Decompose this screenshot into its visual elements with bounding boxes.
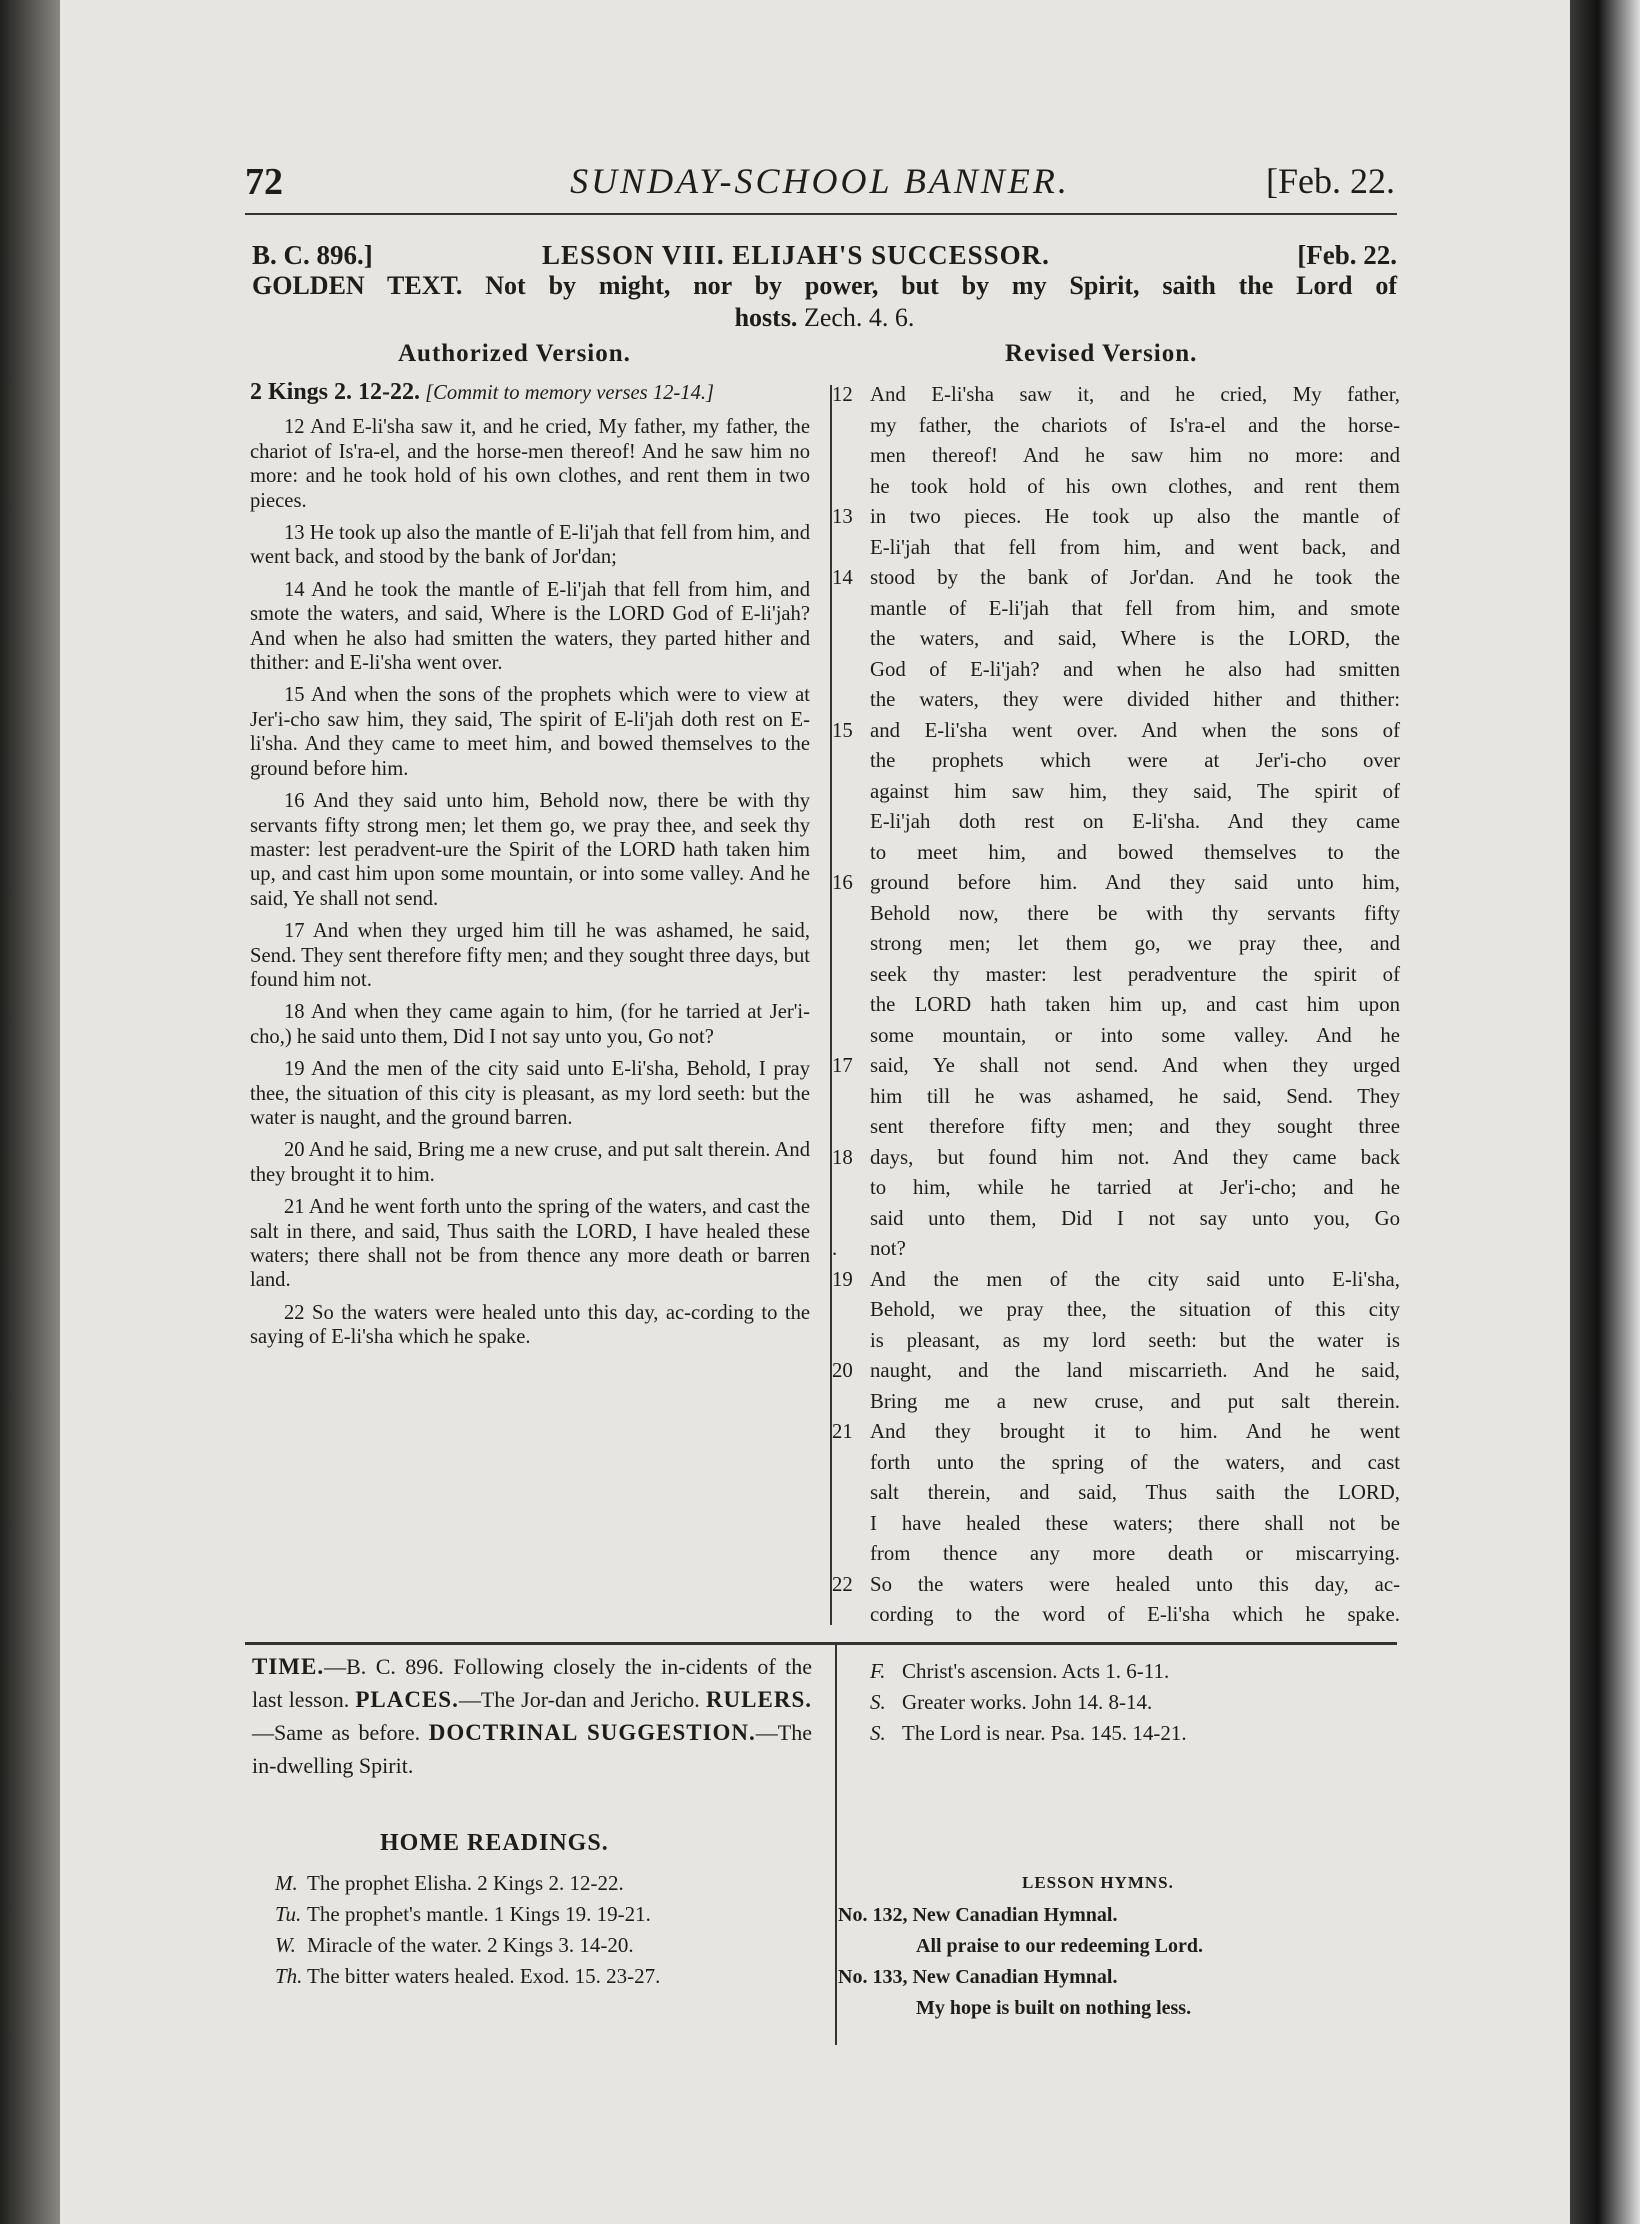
home-readings-list: [275, 1868, 660, 1992]
line-text: said, Ye shall not send. And when they urged: [870, 1054, 1400, 1077]
revised-line: [832, 380, 1400, 411]
verse-number: .: [832, 1237, 838, 1260]
verse-number: 21: [832, 1420, 853, 1443]
reading-item: [870, 1718, 1187, 1749]
line-text: is pleasant, as my lord seeth: but the water is: [870, 1328, 1400, 1352]
line-text: mantle of E-li'jah that fell from him, and smote: [870, 596, 1400, 620]
line-text: from thence any more death or miscarrying.: [870, 1542, 1400, 1565]
line-text: he took hold of his own clothes, and rent them: [870, 474, 1400, 498]
rulers-text: —Same as before.: [252, 1720, 421, 1745]
lesson-heading: [252, 240, 1397, 274]
verse: 15 And when the sons of the prophets which were to view at Jer'i-cho saw him, they said, The spirit of E-li'jah doth rest on E-li'sha. And they came to meet him, and bowed themselves to the ground before him.: [250, 684, 810, 780]
line-text: the waters, and said, Where is the LORD, the: [870, 627, 1400, 650]
line-text: salt therein, and said, Thus saith the LORD,: [870, 1481, 1400, 1504]
line-text: Bring me a new cruse, and put salt therein.: [870, 1389, 1400, 1413]
line-text: And the men of the city said unto E-li'sha,: [870, 1267, 1400, 1291]
revised-line: [870, 1478, 1400, 1509]
line-text: some mountain, or into some valley. And he: [870, 1023, 1400, 1047]
revised-line: [870, 1509, 1400, 1540]
revised-line: [870, 685, 1400, 716]
running-header: [245, 160, 1395, 206]
revised-line: [870, 899, 1400, 930]
revised-line: [870, 1112, 1400, 1143]
revised-line: [870, 929, 1400, 960]
lesson-year: B. C. 896.]: [252, 240, 373, 270]
line-text: naught, and the land miscarrieth. And he said,: [870, 1359, 1400, 1382]
reading-item: [275, 1868, 660, 1899]
revised-line: [832, 1265, 1400, 1296]
line-text: And E-li'sha saw it, and he cried, My father,: [870, 383, 1400, 406]
line-text: not?: [870, 1237, 906, 1260]
line-text: in two pieces. He took up also the mantle of: [870, 505, 1400, 528]
golden-text: [252, 270, 1397, 334]
line-text: Behold now, there be with thy servants fifty: [870, 901, 1400, 925]
hymn-number: No. 132, New Canadian Hymnal.: [838, 1904, 1118, 1926]
places-text: —The Jor-dan and Jericho.: [458, 1687, 700, 1712]
line-text: against him saw him, they said, The spirit of: [870, 779, 1400, 803]
revised-line: [832, 1356, 1400, 1387]
lesson-notes: [252, 1650, 812, 1782]
revised-line: [870, 1326, 1400, 1357]
revised-line: [832, 1417, 1400, 1448]
reading-item: [275, 1961, 660, 1992]
revised-line: [870, 960, 1400, 991]
revised-line: [832, 502, 1400, 533]
verse-number: 17: [832, 1054, 853, 1077]
revised-line: [832, 563, 1400, 594]
revised-line: [832, 716, 1400, 747]
memory-note: [Commit to memory verses 12-14.]: [425, 382, 715, 404]
reading-text: Christ's ascension. Acts 1. 6-11.: [902, 1659, 1170, 1683]
header-date: [Feb. 22.: [1266, 161, 1395, 201]
line-text: ground before him. And they said unto him,: [870, 871, 1400, 894]
golden-text-line2: [252, 302, 1397, 334]
line-text: I have healed these waters; there shall not be: [870, 1511, 1400, 1535]
time-label: TIME.: [252, 1654, 325, 1679]
revised-line: [832, 1051, 1400, 1082]
verse-number: 19: [832, 1267, 853, 1291]
line-text: him till he was ashamed, he said, Send. They: [870, 1084, 1400, 1108]
reading-day: Th.: [275, 1964, 303, 1988]
reading-item: [275, 1930, 660, 1961]
verse: 19 And the men of the city said unto E-li'sha, Behold, I pray thee, the situation of this city is pleasant, as my lord seeth: but the water is naught, and the ground barren.: [250, 1058, 810, 1129]
reading-item: [275, 1899, 660, 1930]
verse: 13 He took up also the mantle of E-li'jah that fell from him, and went back, and stood by the bank of Jor'dan;: [250, 522, 810, 569]
line-text: to him, while he tarried at Jer'i-cho; and he: [870, 1176, 1400, 1199]
revised-line: [832, 868, 1400, 899]
bottom-rule: [245, 1642, 1397, 1645]
revised-line: [870, 1539, 1400, 1570]
line-text: men thereof! And he saw him no more: and: [870, 444, 1400, 467]
magazine-title: SUNDAY-SCHOOL BANNER.: [570, 161, 1070, 201]
line-text: seek thy master: lest peradventure the spirit of: [870, 962, 1400, 986]
verse-number: 22: [832, 1572, 853, 1596]
time-text: —B. C. 896. Following closely the in-cidents of the last lesson.: [252, 1654, 812, 1712]
line-text: Behold, we pray thee, the situation of this city: [870, 1298, 1400, 1321]
reading-day: S.: [870, 1690, 886, 1714]
golden-text-line1: GOLDEN TEXT. Not by might, nor by power, but by my Spirit, saith the Lord of: [252, 271, 1397, 300]
line-text: cording to the word of E-li'sha which he spake.: [870, 1603, 1400, 1626]
revised-line: [870, 1173, 1400, 1204]
revised-line: [870, 838, 1400, 869]
line-text: sent therefore fifty men; and they sought three: [870, 1115, 1400, 1138]
hymn-title: All praise to our redeeming Lord.: [916, 1935, 1204, 1957]
authorized-verses: [250, 415, 810, 1349]
line-text: the prophets which were at Jer'i-cho over: [870, 749, 1400, 772]
revised-line: [870, 655, 1400, 686]
revised-heading: Revised Version.: [1005, 340, 1198, 367]
reading-day: F.: [870, 1659, 886, 1683]
verse-number: 12: [832, 383, 853, 406]
verse: 20 And he said, Bring me a new cruse, and put salt therein. And they brought it to him.: [250, 1139, 810, 1186]
page-number: 72: [245, 161, 283, 203]
revised-line: [870, 807, 1400, 838]
reading-day: W.: [275, 1933, 296, 1957]
revised-line: [870, 1387, 1400, 1418]
revised-column: [832, 380, 1400, 1631]
passage-ref: 2 Kings 2. 12-22.: [250, 379, 421, 405]
revised-line: [870, 777, 1400, 808]
page-edge: [1570, 0, 1640, 2224]
revised-line: [870, 1600, 1400, 1631]
reading-text: The bitter waters healed. Exod. 15. 23-27.: [307, 1964, 661, 1988]
line-text: E-li'jah that fell from him, and went back, and: [870, 535, 1400, 559]
doctrinal-label: DOCTRINAL SUGGESTION.: [428, 1720, 756, 1745]
reading-day: M.: [275, 1871, 298, 1895]
verse-number: 15: [832, 718, 853, 742]
lesson-date: [Feb. 22.: [1297, 240, 1397, 270]
line-text: the waters, they were divided hither and thither:: [870, 688, 1400, 711]
rulers-label: RULERS.: [705, 1687, 812, 1712]
lesson-hymns-heading: LESSON HYMNS.: [1022, 1873, 1174, 1892]
revised-line: [870, 411, 1400, 442]
header-rule: [245, 213, 1397, 215]
revised-line: [870, 594, 1400, 625]
verse: 14 And he took the mantle of E-li'jah that fell from him, and smote the waters, and said, Where is the LORD God of E-li'jah? And when he also had smitten the waters, they parted hither and thither: and E-li'sha went over.: [250, 578, 810, 675]
doctrinal-text: —The in-dwelling Spirit.: [252, 1720, 812, 1778]
verse: 22 So the waters were healed unto this day, ac-cording to the saying of E-li'sha which he spake.: [250, 1301, 810, 1349]
revised-line: [870, 990, 1400, 1021]
authorized-column: [250, 380, 810, 1358]
reading-text: The prophet's mantle. 1 Kings 19. 19-21.: [307, 1902, 651, 1926]
revised-line: [870, 1295, 1400, 1326]
verse: 16 And they said unto him, Behold now, there be with thy servants fifty strong men; let them go, we pray thee, and seek thy master: lest peradvent-ure the Spirit of the LORD hath taken him up, and cast him upon some mountain, or into some valley. And he said, Ye shall not send.: [250, 790, 810, 910]
reading-text: Miracle of the water. 2 Kings 3. 14-20.: [307, 1933, 634, 1957]
golden-text-ref: Zech. 4. 6.: [803, 303, 915, 332]
verse-number: 14: [832, 566, 853, 589]
verse: 12 And E-li'sha saw it, and he cried, My father, my father, the chariot of Is'ra-el, and the horse-men thereof! And he saw him no more: and he took hold of his own clothes, and rent them in two pieces.: [250, 416, 810, 512]
line-text: to meet him, and bowed themselves to the: [870, 840, 1400, 864]
line-text: days, but found him not. And they came back: [870, 1145, 1400, 1169]
revised-line: [832, 1143, 1400, 1174]
places-label: PLACES.: [355, 1687, 459, 1712]
reading-text: The prophet Elisha. 2 Kings 2. 12-22.: [307, 1871, 624, 1895]
readings-continued: [870, 1656, 1187, 1749]
line-text: God of E-li'jah? and when he also had smitten: [870, 657, 1400, 681]
verse-number: 18: [832, 1145, 853, 1169]
verse-number: 20: [832, 1359, 853, 1382]
authorized-heading: Authorized Version.: [398, 340, 631, 367]
reading-text: Greater works. John 14. 8-14.: [902, 1690, 1153, 1714]
hymn-number: No. 133, New Canadian Hymnal.: [838, 1966, 1118, 1988]
revised-line: [832, 1570, 1400, 1601]
lesson-title: LESSON VIII. ELIJAH'S SUCCESSOR.: [542, 240, 1050, 270]
line-text: E-li'jah doth rest on E-li'sha. And they came: [870, 810, 1400, 833]
revised-line: [832, 1234, 1400, 1265]
line-text: the LORD hath taken him up, and cast him upon: [870, 993, 1400, 1016]
line-text: said unto them, Did I not say unto you, Go: [870, 1206, 1400, 1230]
reading-item: [870, 1687, 1187, 1718]
line-text: stood by the bank of Jor'dan. And he took the: [870, 566, 1400, 589]
line-text: my father, the chariots of Is'ra-el and the horse-: [870, 413, 1400, 437]
reading-day: Tu.: [275, 1902, 302, 1926]
hymn-title: My hope is built on nothing less.: [916, 1997, 1192, 2019]
revised-line: [870, 746, 1400, 777]
golden-text-hosts: hosts.: [734, 303, 798, 332]
revised-line: [870, 1204, 1400, 1235]
verse: 21 And he went forth unto the spring of the waters, and cast the salt in there, and said, Thus saith the LORD, I have healed these waters; there shall not be from thence any more death or barren land.: [250, 1196, 810, 1292]
scripture-reference: [250, 380, 810, 405]
line-text: forth unto the spring of the waters, and cast: [870, 1450, 1400, 1474]
revised-line: [870, 1448, 1400, 1479]
verse: 18 And when they came again to him, (for he tarried at Jer'i-cho,) he said unto them, Did I not say unto you, Go not?: [250, 1001, 810, 1048]
reading-day: S.: [870, 1721, 886, 1745]
lesson-hymns-list: [838, 1900, 1203, 2024]
reading-item: [870, 1656, 1187, 1687]
reading-text: The Lord is near. Psa. 145. 14-21.: [902, 1721, 1187, 1745]
bottom-divider: [835, 1645, 837, 2045]
revised-line: [870, 1021, 1400, 1052]
revised-line: [870, 441, 1400, 472]
home-readings-heading: HOME READINGS.: [380, 1830, 609, 1856]
verse-number: 13: [832, 505, 853, 528]
revised-line: [870, 1082, 1400, 1113]
line-text: So the waters were healed unto this day, ac-: [870, 1572, 1400, 1596]
verse: 17 And when they urged him till he was ashamed, he said, Send. They sent therefore fifty men; and they sought three days, but found him not.: [250, 920, 810, 991]
verse-number: 16: [832, 871, 853, 894]
line-text: and E-li'sha went over. And when the sons of: [870, 718, 1400, 742]
revised-line: [870, 472, 1400, 503]
revised-line: [870, 624, 1400, 655]
line-text: And they brought it to him. And he went: [870, 1420, 1400, 1443]
revised-line: [870, 533, 1400, 564]
line-text: strong men; let them go, we pray thee, and: [870, 932, 1400, 955]
